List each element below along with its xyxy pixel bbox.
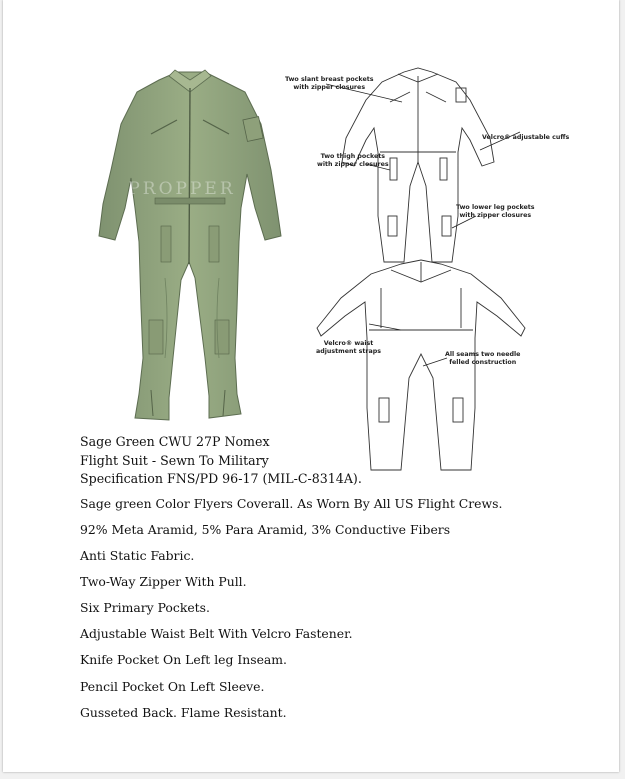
product-title [80, 433, 380, 489]
feature-item: Pencil Pocket On Left Sleeve. [80, 679, 265, 694]
feature-item: Two-Way Zipper With Pull. [80, 574, 247, 589]
feature-item: Sage green Color Flyers Coverall. As Worn By All US Flight Crews. [80, 496, 503, 511]
watermark: PROPPER [128, 179, 236, 199]
callout-seams: All seams two needle felled construction [445, 351, 521, 366]
callout-adjustable-cuffs: Velcro® adjustable cuffs [482, 134, 570, 141]
callout-thigh-pockets: Two thigh pockets with zipper closures [317, 153, 389, 168]
feature-item: Gusseted Back. Flame Resistant. [80, 705, 287, 720]
feature-item: Anti Static Fabric. [80, 548, 195, 563]
document-page [3, 0, 619, 772]
callout-waist-straps: Velcro® waist adjustment straps [316, 340, 382, 355]
callout-lower-leg-pockets: Two lower leg pockets with zipper closures [456, 204, 535, 219]
title-line: Sage Green CWU 27P Nomex [80, 434, 270, 449]
feature-item: Six Primary Pockets. [80, 600, 210, 615]
flight-suit-photo [69, 58, 295, 428]
callout-breast-pockets: Two slant breast pockets with zipper closures [285, 76, 374, 91]
feature-item: Adjustable Waist Belt With Velcro Fastener. [80, 626, 353, 641]
title-line: Specification FNS/PD 96-17 (MIL-C-8314A). [80, 471, 362, 486]
feature-item: Knife Pocket On Left leg Inseam. [80, 652, 287, 667]
feature-item: 92% Meta Aramid, 5% Para Aramid, 3% Conductive Fibers [80, 522, 451, 537]
title-line: Flight Suit - Sewn To Military [80, 452, 269, 468]
